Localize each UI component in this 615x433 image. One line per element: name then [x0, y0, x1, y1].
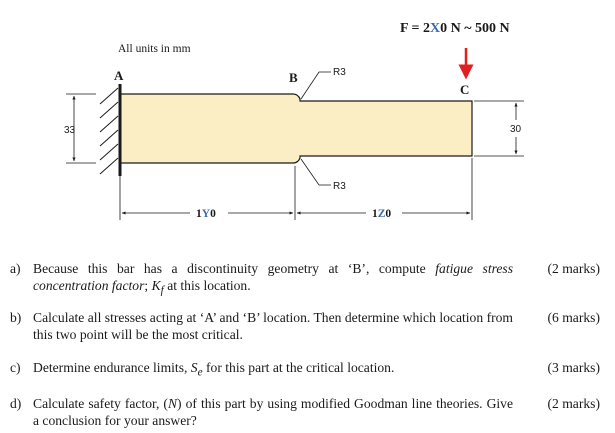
se-symbol [190, 360, 203, 379]
force-label-prefix: F = 2 [400, 21, 431, 36]
point-b-label: B [289, 70, 298, 85]
question-a-text-before: Because this bar has a discontinuity geometry at ‘B’, compute [33, 261, 436, 276]
question-a-marks: (2 marks) [547, 261, 600, 276]
question-d-text-after: ) of this part by using modified Goodman line theories. Give a conclusion for your answer? [33, 396, 513, 428]
radius-top-label: R3 [333, 67, 346, 78]
question-a-letter: a) [10, 261, 21, 276]
radius-top-leader [301, 72, 331, 99]
question-d-marks: (2 marks) [547, 396, 600, 411]
kf-symbol-main: K [151, 278, 161, 293]
length-2-suffix: 0 [385, 208, 392, 220]
length-1-variable: Y [201, 208, 211, 220]
force-label [400, 21, 510, 36]
question-c-marks: (3 marks) [547, 360, 600, 375]
force-label-suffix: 0 N ~ 500 N [440, 21, 510, 36]
question-a-italic-term: fatigue stress concentration factor [33, 261, 514, 293]
question-a-separator: ; [144, 278, 152, 293]
question-d-text-before: Calculate safety factor, ( [33, 396, 168, 411]
length-2-prefix: 1 [372, 208, 378, 220]
radius-bottom-label: R3 [333, 181, 346, 192]
question-c-letter: c) [10, 360, 21, 375]
question-c-text [33, 359, 513, 382]
length-1-label [196, 208, 216, 220]
left-height-label: 33 [64, 125, 76, 136]
question-b-text: Calculate all stresses acting at ‘A’ and ‘B’ location. Then determine which location from this two point will be the most critical. [33, 310, 513, 342]
radius-bottom-leader [301, 159, 331, 185]
length-2-label [372, 208, 391, 220]
bar-body [120, 94, 472, 163]
question-a-text-tail: at this location. [163, 278, 251, 293]
n-symbol: N [167, 396, 178, 411]
question-a-text [33, 260, 513, 300]
question-d-letter: d) [10, 396, 22, 411]
point-a-label: A [114, 68, 124, 83]
point-c-label: C [460, 82, 470, 97]
force-variable: X [430, 21, 441, 36]
question-b-marks: (6 marks) [547, 310, 600, 325]
kf-symbol-sub: f [160, 284, 164, 297]
fixed-support-hatch [100, 88, 118, 174]
se-symbol-sub: e [197, 366, 203, 379]
length-2-variable: Z [377, 208, 386, 220]
units-note: All units in mm [118, 43, 191, 55]
question-c-text-after: for this part at the critical location. [202, 360, 395, 375]
question-d-text [33, 395, 513, 429]
kf-symbol [151, 278, 164, 297]
right-height-label: 30 [510, 124, 522, 135]
length-1-suffix: 0 [210, 208, 216, 220]
se-symbol-main: S [190, 360, 198, 375]
length-1-prefix: 1 [196, 208, 202, 220]
length-extension-lines [120, 158, 472, 220]
question-b-letter: b) [10, 310, 22, 325]
question-c-text-before: Determine endurance limits, [33, 360, 191, 375]
